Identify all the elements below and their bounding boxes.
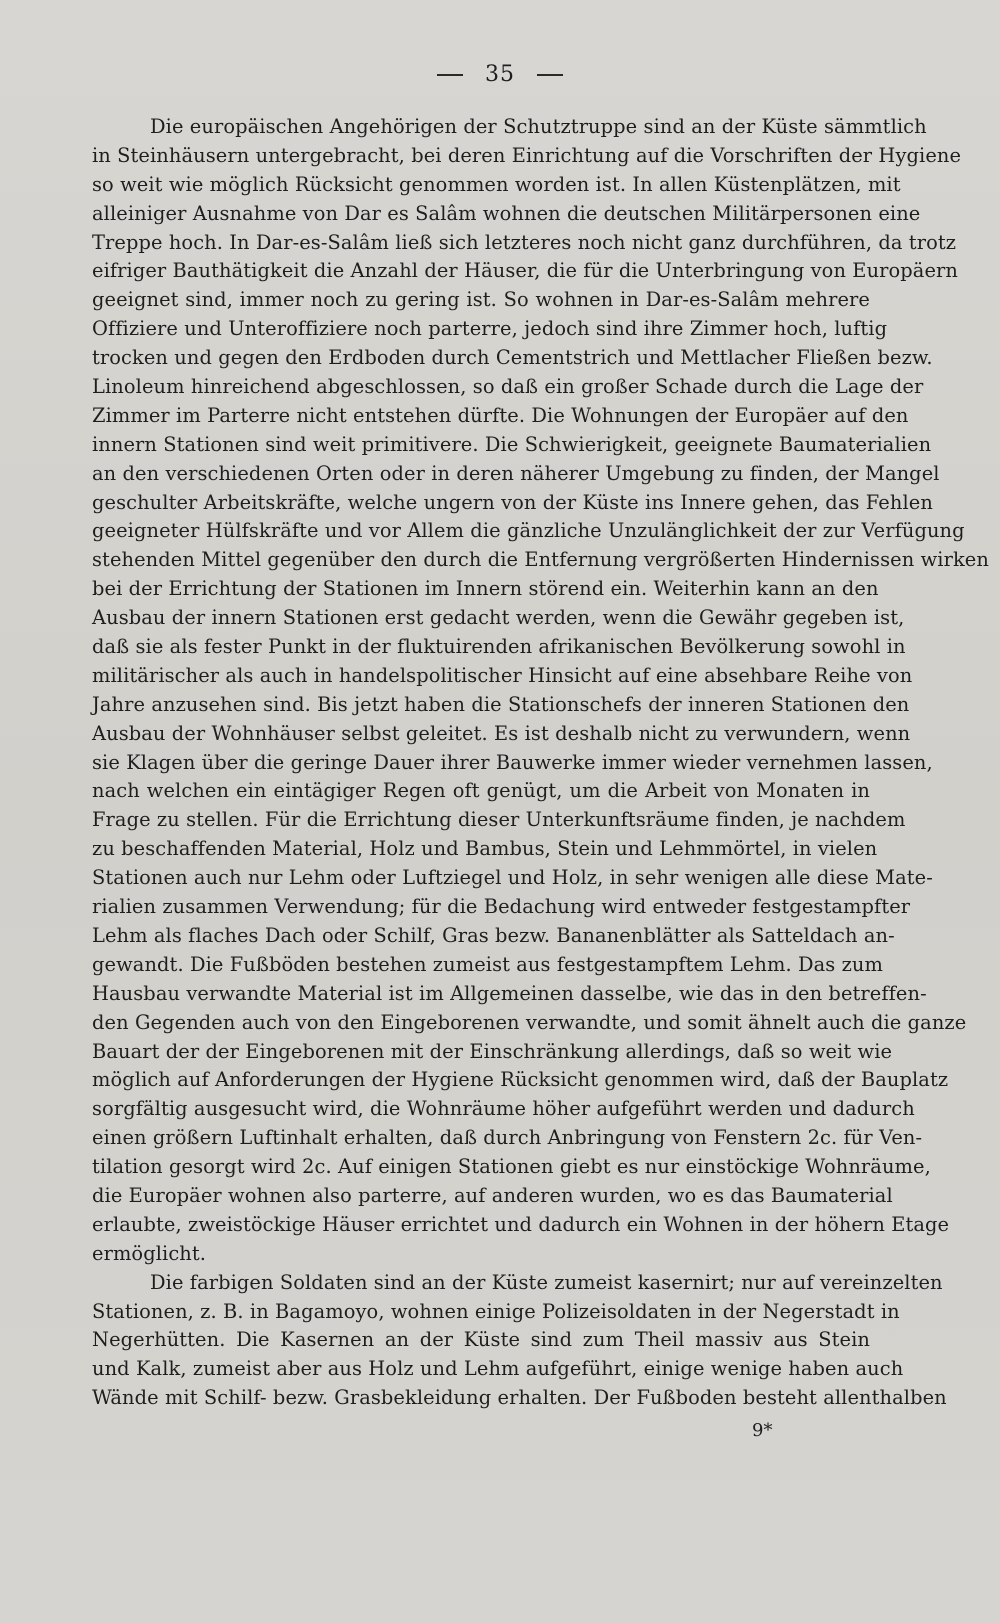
text-line: trocken und gegen den Erdboden durch Cementstrich und Mettlacher Fließen bezw.: [92, 346, 933, 370]
text-line: militärischer als auch in handelspolitischer Hinsicht auf eine absehbare Reihe von: [92, 663, 913, 687]
text-line: den Gegenden auch von den Eingeborenen verwandte, und somit ähnelt auch die ganze: [92, 1010, 967, 1034]
text-line: einen größern Luftinhalt erhalten, daß durch Anbringung von Fenstern 2c. für Ven-: [92, 1126, 923, 1150]
page-number-header: [0, 62, 1000, 87]
text-line: rialien zusammen Verwendung; für die Bedachung wird entweder festgestampfter: [92, 895, 911, 919]
text-line: Offiziere und Unteroffiziere noch parterre, jedoch sind ihre Zimmer hoch, luftig: [92, 317, 888, 341]
text-line: sie Klagen über die geringe Dauer ihrer Bauwerke immer wieder vernehmen lassen,: [92, 750, 933, 774]
text-line: Bauart der der Eingeborenen mit der Einschränkung allerdings, daß so weit wie: [92, 1039, 893, 1063]
text-line: Die europäischen Angehörigen der Schutztruppe sind an der Küste sämmtlich: [150, 115, 927, 138]
text-line: zu beschaffenden Material, Holz und Bambus, Stein und Lehmmörtel, in vielen: [92, 837, 878, 861]
text-line: bei der Errichtung der Stationen im Innern störend ein. Weiterhin kann an den: [92, 577, 879, 601]
text-line: Hausbau verwandte Material ist im Allgemeinen dasselbe, wie das in den betreffen-: [92, 981, 927, 1005]
text-line: Ausbau der innern Stationen erst gedacht werden, wenn die Gewähr gegeben ist,: [92, 606, 905, 630]
text-line: Ausbau der Wohnhäuser selbst geleitet. Es ist deshalb nicht zu verwundern, wenn: [92, 721, 911, 745]
text-line: und Kalk, zumeist aber aus Holz und Lehm aufgeführt, einige wenige haben auch: [92, 1357, 904, 1381]
text-line: in Steinhäusern untergebracht, bei deren Einrichtung auf die Vorschriften der Hygiene: [92, 143, 962, 167]
text-line: so weit wie möglich Rücksicht genommen worden ist. In allen Küstenplätzen, mit: [92, 172, 901, 196]
text-line: erlaubte, zweistöckige Häuser errichtet und dadurch ein Wohnen in der höhern Etage: [92, 1212, 950, 1236]
text-line: innern Stationen sind weit primitivere. Die Schwierigkeit, geeignete Baumaterialien: [92, 432, 932, 456]
text-line: Zimmer im Parterre nicht entstehen dürfte. Die Wohnungen der Europäer auf den: [92, 403, 909, 427]
text-line: geeignet sind, immer noch zu gering ist. So wohnen in Dar-es-Salâm mehrere: [92, 288, 870, 312]
text-line: Stationen, z. B. in Bagamoyo, wohnen einige Polizeisoldaten in der Negerstadt in: [92, 1299, 900, 1323]
text-line: Jahre anzusehen sind. Bis jetzt haben die Stationschefs der inneren Stationen den: [92, 692, 910, 716]
text-line: Negerhütten. Die Kasernen an der Küste sind zum Theil massiv aus Stein: [92, 1328, 870, 1352]
text-line: Die farbigen Soldaten sind an der Küste zumeist kasernirt; nur auf vereinzelten: [150, 1270, 943, 1294]
dash-left: [437, 74, 463, 76]
text-line: tilation gesorgt wird 2c. Auf einigen Stationen giebt es nur einstöckige Wohnräume,: [92, 1155, 931, 1179]
text-line: sorgfältig ausgesucht wird, die Wohnräume höher aufgeführt werden und dadurch: [92, 1097, 915, 1121]
text-line: eifriger Bauthätigkeit die Anzahl der Häuser, die für die Unterbringung von Europäern: [92, 259, 959, 283]
text-line: Treppe hoch. In Dar-es-Salâm ließ sich letzteres noch nicht ganz durchführen, da trotz: [92, 230, 957, 254]
text-line: nach welchen ein eintägiger Regen oft genügt, um die Arbeit von Monaten in: [92, 779, 870, 803]
page-number: 35: [485, 62, 515, 87]
text-line: geeigneter Hülfskräfte und vor Allem die gänzliche Unzulänglichkeit der zur Verfügung: [92, 519, 965, 543]
text-line: Linoleum hinreichend abgeschlossen, so daß ein großer Schade durch die Lage der: [92, 375, 924, 399]
signature-mark: 9*: [752, 1420, 773, 1441]
text-line: ermöglicht.: [92, 1241, 207, 1265]
text-line: geschulter Arbeitskräfte, welche ungern von der Küste ins Innere gehen, das Fehlen: [92, 490, 933, 514]
text-line: Frage zu stellen. Für die Errichtung dieser Unterkunftsräume finden, je nachdem: [92, 808, 906, 832]
text-line: die Europäer wohnen also parterre, auf anderen wurden, wo es das Baumaterial: [92, 1183, 893, 1207]
dash-right: [537, 74, 563, 76]
text-line: möglich auf Anforderungen der Hygiene Rücksicht genommen wird, daß der Bauplatz: [92, 1068, 949, 1092]
text-line: alleiniger Ausnahme von Dar es Salâm wohnen die deutschen Militärpersonen eine: [92, 201, 921, 225]
text-line: Wände mit Schilf- bezw. Grasbekleidung erhalten. Der Fußboden besteht allenthalben: [92, 1386, 947, 1410]
text-line: stehenden Mittel gegenüber den durch die Entfernung vergrößerten Hindernissen wirken: [92, 548, 989, 572]
body-text: [92, 113, 989, 1413]
text-line: Stationen auch nur Lehm oder Luftziegel und Holz, in sehr wenigen alle diese Mate-: [92, 866, 933, 890]
text-line: gewandt. Die Fußböden bestehen zumeist aus festgestampftem Lehm. Das zum: [92, 952, 883, 976]
text-line: Lehm als flaches Dach oder Schilf, Gras bezw. Bananenblätter als Satteldach an-: [92, 923, 895, 947]
text-line: an den verschiedenen Orten oder in deren näherer Umgebung zu finden, der Mangel: [92, 461, 940, 485]
text-line: daß sie als fester Punkt in der fluktuirenden afrikanischen Bevölkerung sowohl in: [92, 635, 906, 659]
